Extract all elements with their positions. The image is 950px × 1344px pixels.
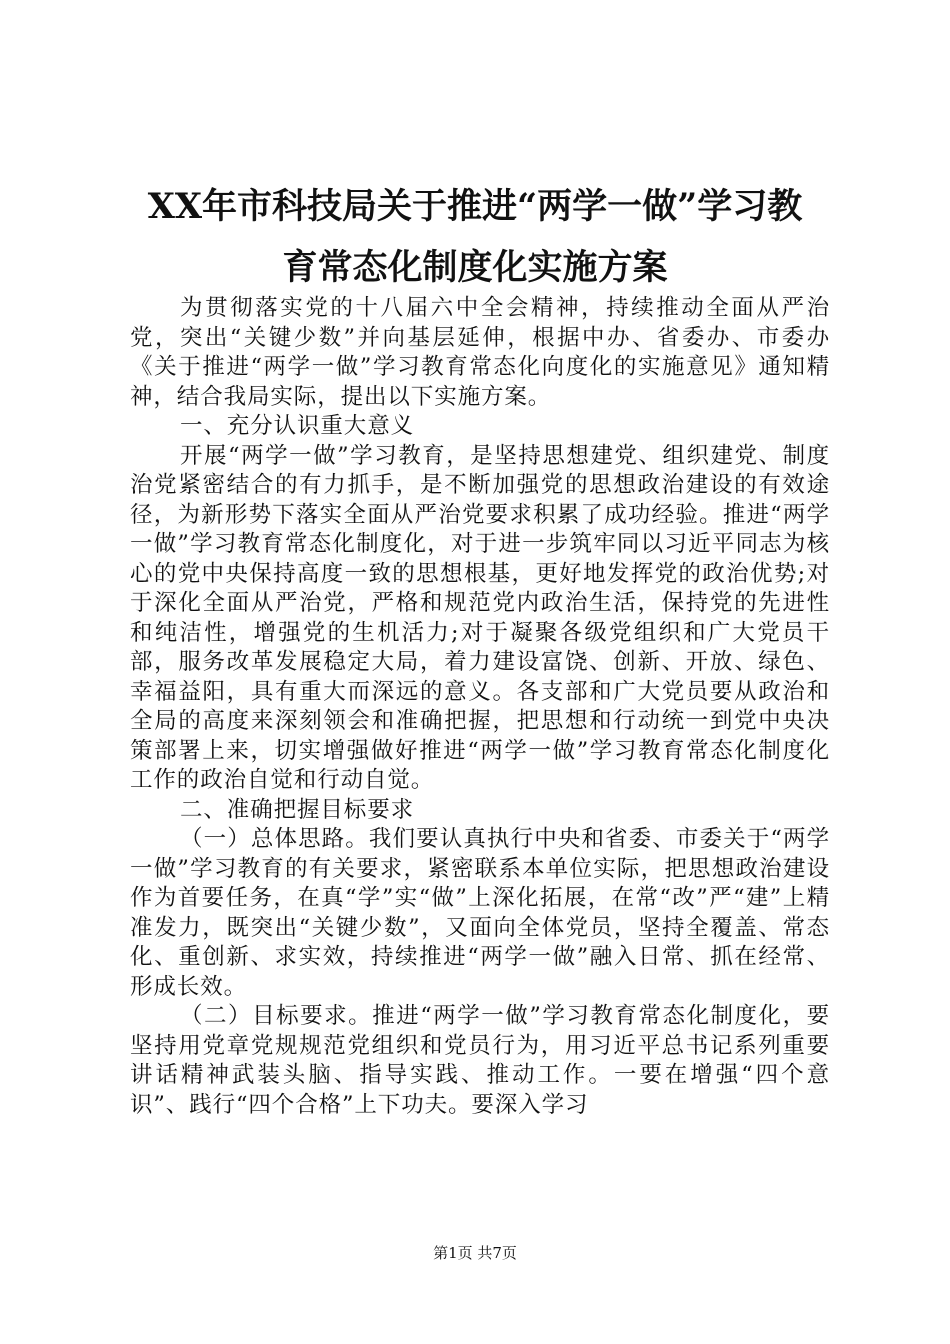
section-heading-1: 一、充分认识重大意义 [180, 413, 415, 439]
page-footer: 第1页 共7页 [433, 1244, 517, 1262]
paragraph-intro: 为贯彻落实党的十八届六中全会精神，持续推动全面从严治党，突出“关键少数”并向基层延伸，根据中办、省委办、市委办《关于推进“两学一做”学习教育常态化向度化的实施意见》通知精神，结合我局实际，提出以下实施方案。 [130, 295, 830, 410]
paragraph-significance: 开展“两学一做”学习教育，是坚持思想建党、组织建党、制度治党紧密结合的有力抓手，是不断加强党的思想政治建设的有效途径，为新形势下落实全面从严治党要求积累了成功经验。推进“两学一做”学习教育常态化制度化，对于进一步筑牢同以习近平同志为核心的党中央保持高度一致的思想根基，更好地发挥党的政治优势;对于深化全面从严治党，严格和规范党内政治生活，保持党的先进性和纯洁性，增强党的生机活力;对于凝聚各级党组织和广大党员干部，服务改革发展稳定大局，着力建设富饶、创新、开放、绿色、幸福益阳，具有重大而深远的意义。各支部和广大党员要从政治和全局的高度来深刻领会和准确把握，把思想和行动统一到党中央决策部署上来，切实增强做好推进“两学一做”学习教育常态化制度化工作的政治自觉和行动自觉。 [130, 442, 830, 793]
paragraph-overall-approach: （一）总体思路。我们要认真执行中央和省委、市委关于“两学一做”学习教育的有关要求，紧密联系本单位实际，把思想政治建设作为首要任务，在真“学”实“做”上深化拓展，在常“改”严“建”上精准发力，既突出“关键少数”，又面向全体党员，坚持全覆盖、常态化、重创新、求实效，持续推进“两学一做”融入日常、抓在经常、形成长效。 [130, 826, 830, 1000]
document-title-line-2: 育常态化制度化实施方案 [282, 247, 668, 288]
document-title-line-1: XX年市科技局关于推进“两学一做”学习教 [147, 186, 803, 227]
document-body [130, 294, 830, 1120]
section-heading-2: 二、准确把握目标要求 [180, 796, 415, 823]
paragraph-goals: （二）目标要求。推进“两学一做”学习教育常态化制度化，要坚持用党章党规规范党组织和党员行为，用习近平总书记系列重要讲话精神武装头脑、指导实践、推动工作。一要在增强“四个意识”、践行“四个合格”上下功夫。要深入学习 [130, 1003, 830, 1118]
